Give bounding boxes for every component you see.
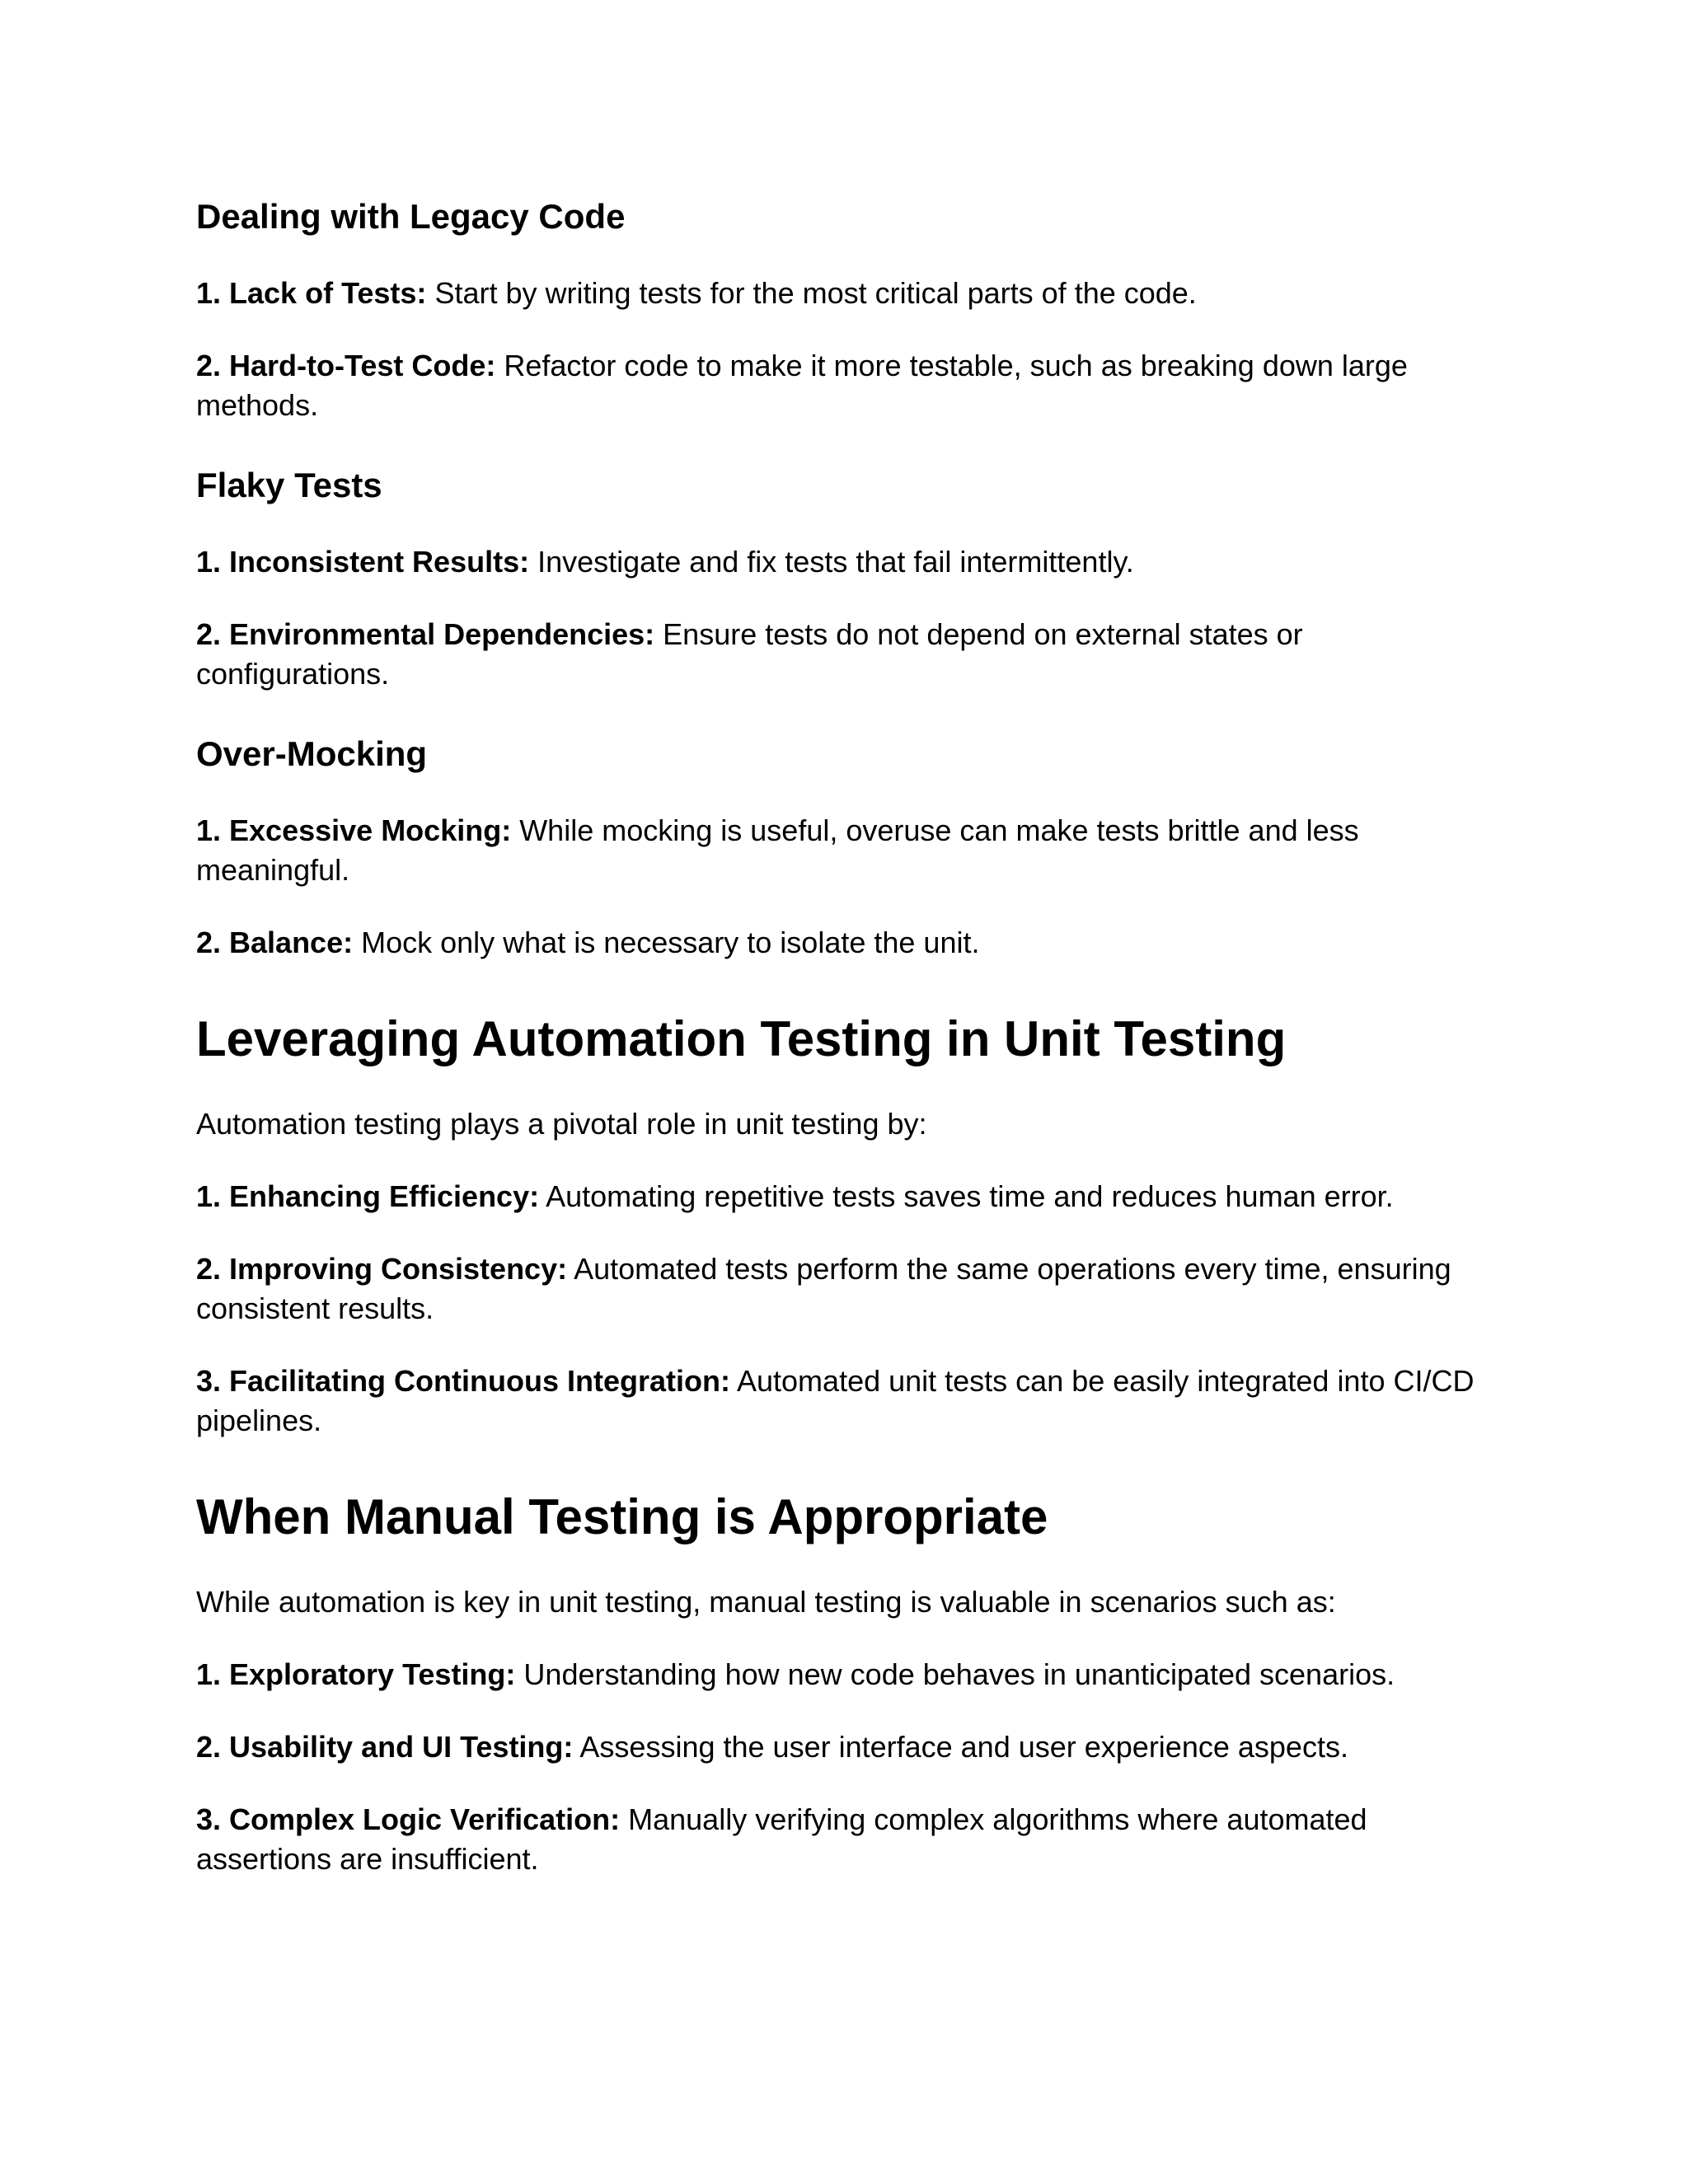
list-item-exploratory-testing (196, 1655, 1498, 1694)
item-text: Automated unit tests can be easily integrated into CI/CD pipelines. (196, 1364, 1475, 1437)
section-title-manual: When Manual Testing is Appropriate (196, 1489, 1048, 1544)
item-text: Mock only what is necessary to isolate the unit. (361, 926, 980, 959)
item-label: 1. Excessive Mocking: (196, 813, 512, 847)
item-text: Investigate and fix tests that fail intermittently. (537, 545, 1134, 579)
section-heading-legacy-code: Dealing with Legacy Code (196, 197, 626, 236)
section-title-automation: Leveraging Automation Testing in Unit Testing (196, 1011, 1287, 1066)
item-text: While mocking is useful, overuse can make tests brittle and less meaningful. (196, 813, 1359, 887)
item-text: Start by writing tests for the most critical parts of the code. (434, 276, 1197, 310)
item-label: 3. Complex Logic Verification: (196, 1802, 621, 1836)
item-text: Refactor code to make it more testable, such as breaking down large methods. (196, 349, 1408, 422)
list-item-enhancing-efficiency (196, 1177, 1498, 1216)
manual-intro: While automation is key in unit testing, manual testing is valuable in scenarios such as: (196, 1585, 1336, 1619)
item-text: Assessing the user interface and user experience aspects. (579, 1730, 1348, 1764)
item-label: 1. Lack of Tests: (196, 276, 427, 310)
list-item-complex-logic-verification (196, 1800, 1498, 1879)
list-item-continuous-integration (196, 1361, 1498, 1441)
item-label: 2. Environmental Dependencies: (196, 617, 655, 651)
list-item-usability-ui-testing (196, 1727, 1498, 1767)
item-text: Understanding how new code behaves in unanticipated scenarios. (523, 1657, 1395, 1691)
item-label: 1. Exploratory Testing: (196, 1657, 516, 1691)
item-text: Manually verifying complex algorithms where automated assertions are insufficient. (196, 1802, 1367, 1876)
list-item-inconsistent-results (196, 542, 1498, 582)
section-heading-flaky-tests: Flaky Tests (196, 466, 382, 504)
section-heading-over-mocking: Over-Mocking (196, 734, 428, 773)
automation-intro: Automation testing plays a pivotal role in unit testing by: (196, 1107, 927, 1141)
list-item-excessive-mocking (196, 811, 1498, 890)
list-item-improving-consistency (196, 1249, 1498, 1329)
list-item-balance (196, 923, 1498, 963)
item-label: 2. Balance: (196, 926, 354, 959)
list-item-hard-to-test-code (196, 346, 1498, 425)
item-text: Automating repetitive tests saves time and reduces human error. (546, 1179, 1394, 1213)
item-text: Automated tests perform the same operations every time, ensuring consistent results. (196, 1252, 1451, 1325)
item-label: 1. Enhancing Efficiency: (196, 1179, 540, 1213)
item-label: 2. Usability and UI Testing: (196, 1730, 574, 1764)
item-label: 1. Inconsistent Results: (196, 545, 530, 579)
item-label: 3. Facilitating Continuous Integration: (196, 1364, 730, 1398)
list-item-environmental-dependencies (196, 615, 1498, 694)
list-item-lack-of-tests (196, 274, 1498, 313)
item-label: 2. Hard-to-Test Code: (196, 349, 496, 382)
item-text: Ensure tests do not depend on external states or configurations. (196, 617, 1303, 691)
item-label: 2. Improving Consistency: (196, 1252, 568, 1286)
